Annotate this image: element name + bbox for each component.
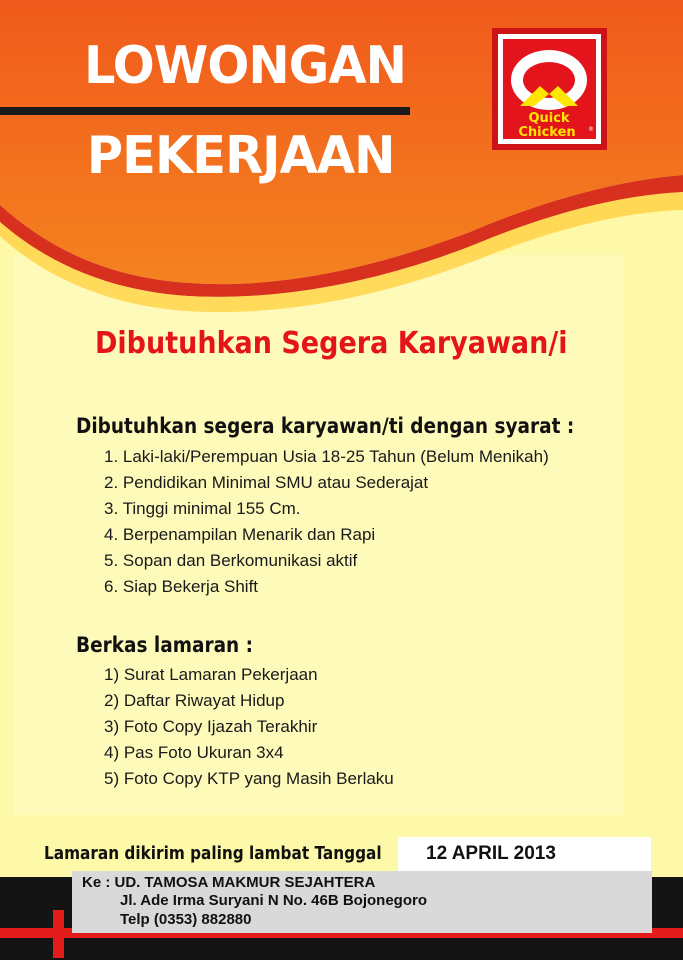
title-line-1: LOWONGAN xyxy=(84,36,407,96)
document-item: 3) Foto Copy Ijazah Terakhir xyxy=(104,717,318,736)
logo-text-chicken: Chicken xyxy=(518,125,576,140)
requirement-item: 1. Laki-laki/Perempuan Usia 18-25 Tahun (Belum Menikah) xyxy=(104,447,549,466)
requirement-item: 3. Tinggi minimal 155 Cm. xyxy=(104,499,301,518)
address-street: Jl. Ade Irma Suryani N No. 46B Bojonegoro xyxy=(120,892,428,909)
requirements-heading: Dibutuhkan segera karyawan/ti dengan syarat : xyxy=(76,414,575,438)
requirement-item: 4. Berpenampilan Menarik dan Rapi xyxy=(104,525,376,544)
deadline-label: Lamaran dikirim paling lambat Tanggal xyxy=(44,843,382,864)
document-item: 2) Daftar Riwayat Hidup xyxy=(104,691,285,710)
document-item: 5) Foto Copy KTP yang Masih Berlaku xyxy=(104,769,394,788)
logo-registered-mark: ® xyxy=(588,126,594,133)
address-box xyxy=(72,871,652,933)
subtitle: Dibutuhkan Segera Karyawan/i xyxy=(95,326,568,361)
requirement-item: 6. Siap Bekerja Shift xyxy=(104,577,259,596)
quick-chicken-logo xyxy=(492,28,607,150)
deadline-date: 12 APRIL 2013 xyxy=(426,843,556,864)
title-divider xyxy=(0,107,410,115)
document-item: 4) Pas Foto Ukuran 3x4 xyxy=(104,743,284,762)
logo-text-quick: Quick xyxy=(528,111,570,126)
logo-ring-inner xyxy=(523,62,575,98)
requirement-item: 2. Pendidikan Minimal SMU atau Sederajat xyxy=(104,473,429,492)
address-recipient: Ke : UD. TAMOSA MAKMUR SEJAHTERA xyxy=(82,874,376,891)
deadline-date-box xyxy=(398,837,651,871)
title-line-2: PEKERJAAN xyxy=(86,126,395,186)
requirements-list xyxy=(104,444,549,600)
requirement-item: 5. Sopan dan Berkomunikasi aktif xyxy=(104,551,358,570)
documents-list xyxy=(104,662,394,792)
documents-heading: Berkas lamaran : xyxy=(76,633,254,657)
document-item: 1) Surat Lamaran Pekerjaan xyxy=(104,665,318,684)
address-phone: Telp (0353) 882880 xyxy=(120,911,252,928)
